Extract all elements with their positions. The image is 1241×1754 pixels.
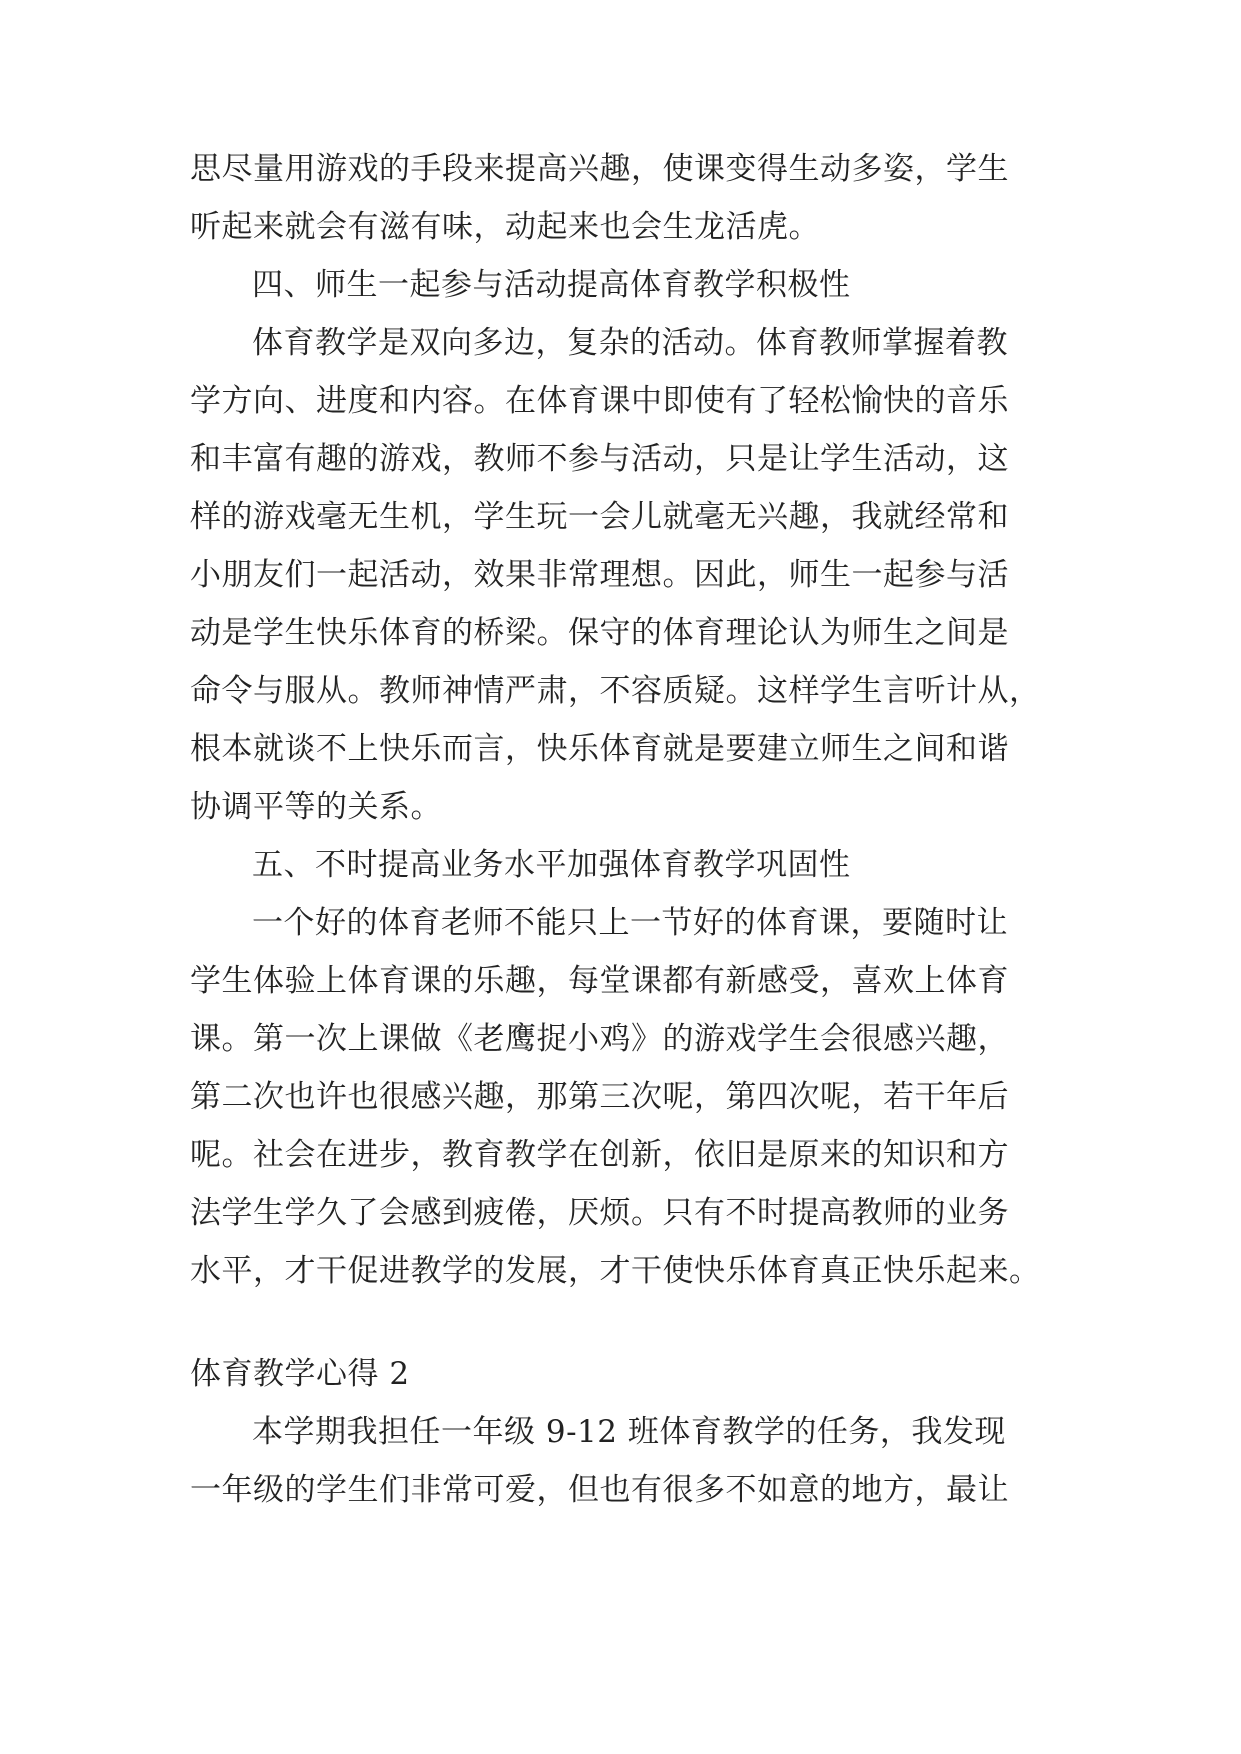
paragraph-line: 第二次也许也很感兴趣，那第三次呢，第四次呢，若干年后	[190, 1079, 1009, 1115]
paragraph-line: 一年级的学生们非常可爱，但也有很多不如意的地方，最让	[190, 1472, 1009, 1508]
paragraph-line: 小朋友们一起活动，效果非常理想。因此，师生一起参与活	[190, 557, 1009, 593]
paragraph-line: 样的游戏毫无生机，学生玩一会儿就毫无兴趣，我就经常和	[190, 499, 1009, 535]
paragraph-line: 协调平等的关系。	[190, 789, 442, 825]
paragraph-line: 学方向、进度和内容。在体育课中即使有了轻松愉快的音乐	[190, 383, 1009, 419]
document-title: 体育教学心得 2	[190, 1356, 410, 1392]
paragraph-line: 水平，才干促进教学的发展，才干使快乐体育真正快乐起来。	[190, 1253, 1041, 1289]
paragraph-line: 根本就谈不上快乐而言，快乐体育就是要建立师生之间和谐	[190, 731, 1009, 767]
paragraph-line: 本学期我担任一年级 9-12 班体育教学的任务，我发现	[252, 1414, 1006, 1450]
paragraph-line: 课。第一次上课做《老鹰捉小鸡》的游戏学生会很感兴趣，	[190, 1021, 1009, 1057]
paragraph-line: 和丰富有趣的游戏，教师不参与活动，只是让学生活动，这	[190, 441, 1009, 477]
paragraph-line: 法学生学久了会感到疲倦，厌烦。只有不时提高教师的业务	[190, 1195, 1009, 1231]
paragraph-line: 学生体验上体育课的乐趣，每堂课都有新感受，喜欢上体育	[190, 963, 1009, 999]
paragraph-line: 思尽量用游戏的手段来提高兴趣，使课变得生动多姿，学生	[190, 151, 1009, 187]
paragraph-line: 动是学生快乐体育的桥梁。保守的体育理论认为师生之间是	[190, 615, 1009, 651]
paragraph-line: 一个好的体育老师不能只上一节好的体育课，要随时让	[252, 905, 1008, 941]
section-heading: 四、师生一起参与活动提高体育教学积极性	[252, 267, 851, 303]
paragraph-line: 听起来就会有滋有味，动起来也会生龙活虎。	[190, 209, 820, 245]
paragraph-line: 体育教学是双向多边，复杂的活动。体育教师掌握着教	[252, 325, 1008, 361]
section-heading: 五、不时提高业务水平加强体育教学巩固性	[252, 847, 851, 883]
paragraph-line: 命令与服从。教师神情严肃，不容质疑。这样学生言听计从，	[190, 673, 1041, 709]
paragraph-line: 呢。社会在进步，教育教学在创新，依旧是原来的知识和方	[190, 1137, 1009, 1173]
